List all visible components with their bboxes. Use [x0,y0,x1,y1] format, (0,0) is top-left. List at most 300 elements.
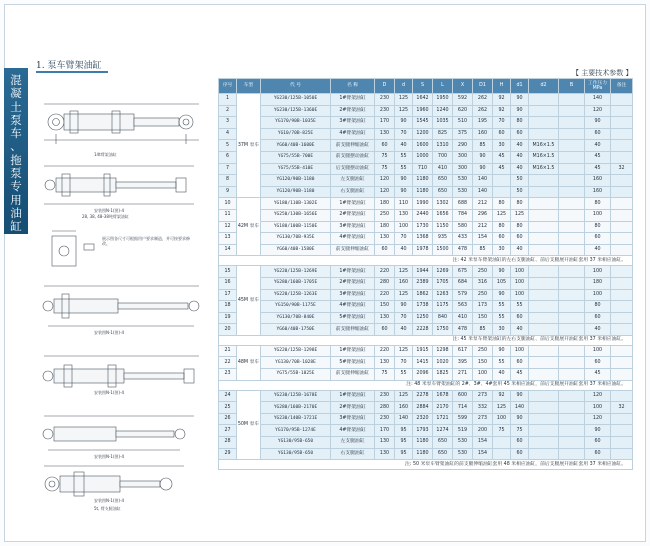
cell-code: YG130/70B-840E [261,312,331,324]
cell-value: 1915 [413,345,433,357]
cell-seq: 5 [219,140,237,152]
column-header: B [559,79,585,94]
cell-code: YG220/125B-1263E [261,289,331,301]
cell-code: YG180/110B-1302E [261,198,331,210]
cell-value: 60 [585,312,611,324]
cell-value: 92 [493,94,511,106]
cell-seq: 23 [219,369,237,381]
cell-value: 40 [585,140,611,152]
cell-value [529,266,559,278]
cell-value: 1750 [433,324,453,336]
cell-value: 75 [375,163,395,175]
cell-value [529,105,559,117]
cell-value: 1793 [413,425,433,437]
table-note-row [219,460,633,470]
cell-value: 40 [585,244,611,256]
cell-value: 784 [453,209,473,221]
cell-value: 60 [585,448,611,460]
table-row [219,163,633,175]
cell-value: 2389 [413,277,433,289]
drawing-caption: 5t, 臂支腿油缸 [94,506,121,511]
drawings-column [34,86,214,516]
cell-value: 1705 [433,277,453,289]
cell-value: 60 [511,128,529,140]
cell-value [611,289,633,301]
column-header: 工作压力 MPa [585,79,611,94]
cell-value: 230 [375,390,395,402]
drawing-caption: 安装图N-1(图)-4 [94,390,125,395]
table-note-row [219,335,633,345]
cell-value: 80 [493,221,511,233]
cell-value: 60 [511,437,529,449]
cell-code: YG75/55B-700E [261,151,331,163]
cell-name: 右支腿油缸 [331,186,375,198]
cell-value: 510 [453,117,473,129]
table-note: 注: 48 米泵车臂架油缸的 2#、3#、4#套用 45 米相应油缸，前后支腿展开油缸套用 37 米相应油缸。 [219,380,633,390]
cell-value [559,324,585,336]
section-title: 1. 泵车臂架油缸 [36,61,102,71]
column-header: 序号 [219,79,237,94]
cell-value: 125 [395,345,413,357]
cell-value: 40 [585,324,611,336]
cell-value: 80 [585,221,611,233]
cell-code: YG130/70B-935E [261,233,331,245]
column-header: d1 [511,79,529,94]
cell-value: 840 [433,312,453,324]
cell-value: 173 [473,301,493,313]
cell-value: 1978 [413,244,433,256]
cell-value: 50 [511,186,529,198]
cell-value: 60 [511,357,529,369]
cell-value [529,437,559,449]
cell-value: 92 [493,390,511,402]
cell-value: 120 [375,175,395,187]
cell-value: 200 [473,425,493,437]
cell-value: 1180 [413,448,433,460]
cell-value: 580 [453,221,473,233]
cylinder-drawing-2 [44,166,194,204]
cell-value: 140 [473,175,493,187]
table-row [219,425,633,437]
cell-value: 1825 [433,369,453,381]
cell-value [559,128,585,140]
cell-value [529,312,559,324]
cell-value: 100 [395,221,413,233]
table-note: 注: 50 米泵车臂架油缸的前支腿伸缩油缸套用 48 米相应油缸，前后支腿展开油缸套用 37 米相应油缸。 [219,460,633,470]
cell-value: 120 [585,413,611,425]
cell-value: 95 [395,448,413,460]
table-row [219,369,633,381]
cell-seq: 6 [219,151,237,163]
cell-name: 3#臂架油缸 [331,413,375,425]
cell-code: YG230/125B-1050E [261,94,331,106]
cell-value: 90 [511,413,529,425]
cell-value: 90 [395,175,413,187]
cell-value: 478 [453,244,473,256]
cell-value: 1500 [433,244,453,256]
cell-value: 60 [493,233,511,245]
drawing-caption: 安装图N-1(图)-4 [94,498,125,503]
cell-value: 75 [375,151,395,163]
column-header: 车型 [237,79,261,94]
cell-value: 160 [473,128,493,140]
cell-seq: 24 [219,390,237,402]
cell-value: 45 [493,163,511,175]
cell-value: 290 [453,140,473,152]
cell-code: YG10/70B-825E [261,128,331,140]
cell-value [559,186,585,198]
drawing-caption: 安装图N-1(图)-4 [94,454,125,459]
cell-value: 60 [585,128,611,140]
table-header-row [219,79,633,94]
cell-value: 1721 [433,413,453,425]
cell-value: 130 [375,312,395,324]
cylinder-drawing-4 [43,286,199,326]
cell-value: 40 [511,324,529,336]
cell-value: 40 [493,369,511,381]
cell-value [611,437,633,449]
cell-value: 90 [585,117,611,129]
cell-value: 150 [375,301,395,313]
cell-value [529,175,559,187]
cell-value: 650 [433,437,453,449]
cell-name: 后支腿摆动油缸 [331,163,375,175]
cell-name: 4#臂架油缸 [331,128,375,140]
cell-name: 2#臂架油缸 [331,277,375,289]
cell-value: 90 [493,289,511,301]
table-row [219,289,633,301]
cell-value: 714 [453,402,473,414]
cell-name: 1#臂架油缸 [331,94,375,106]
cell-value: 1180 [413,186,433,198]
cell-value [559,244,585,256]
cell-value: 100 [585,402,611,414]
cell-value [529,277,559,289]
cell-value: 55 [493,357,511,369]
cell-value: 60 [375,324,395,336]
cell-value [529,425,559,437]
cell-seq: 17 [219,289,237,301]
cell-value: 55 [511,301,529,313]
cell-value [611,244,633,256]
cell-value [611,233,633,245]
cell-value: 100 [511,345,529,357]
cell-value: 45 [585,151,611,163]
cell-value: 2320 [413,413,433,425]
cell-value [611,369,633,381]
cell-code: YG280/160B-2170E [261,402,331,414]
cell-seq: 9 [219,186,237,198]
cell-value: 90 [395,186,413,198]
cell-value [559,198,585,210]
cell-value [611,151,633,163]
cell-value: 125 [395,94,413,106]
cell-value: 100 [511,289,529,301]
cell-value: 40 [511,140,529,152]
cell-value: 1200 [413,128,433,140]
cell-value: 75 [375,369,395,381]
cell-value [559,301,585,313]
cell-model-group: 42M 泵车 [237,198,261,256]
cell-code: YG130/95B-650 [261,437,331,449]
cell-value [529,324,559,336]
cell-value: 40 [511,163,529,175]
cell-value: 154 [473,437,493,449]
cell-value: 30 [493,140,511,152]
cell-value: 710 [413,163,433,175]
column-header: d [395,79,413,94]
cell-value: 2228 [413,324,433,336]
cell-value [559,345,585,357]
cell-code: YG220/125B-1298E [261,345,331,357]
cell-name: 5#臂架油缸 [331,357,375,369]
cell-value: 1678 [433,390,453,402]
cell-value: 80 [493,198,511,210]
cell-value: 45 [585,369,611,381]
cell-value: 1600 [413,140,433,152]
cell-value [529,402,559,414]
cell-value [529,369,559,381]
cell-value [559,209,585,221]
column-header: 名 称 [331,79,375,94]
cell-value: 32 [611,163,633,175]
cell-value: 273 [473,390,493,402]
cell-value: 300 [453,151,473,163]
cell-value [611,105,633,117]
cell-value: 296 [473,209,493,221]
table-row [219,105,633,117]
table-row [219,301,633,313]
cell-value: 1310 [433,140,453,152]
cell-value [559,369,585,381]
table-row [219,277,633,289]
cell-code: YG130/95B-650 [261,448,331,460]
cell-value: 1298 [433,345,453,357]
cell-value [611,209,633,221]
cell-value: 1000 [413,151,433,163]
cell-value: 125 [511,209,529,221]
cell-code: YG120/90B-1180 [261,186,331,198]
cell-value: 90 [511,390,529,402]
cell-value [529,345,559,357]
cell-seq: 25 [219,402,237,414]
cell-value: 1035 [433,117,453,129]
cell-value [611,312,633,324]
cell-value: 154 [473,233,493,245]
cell-value [611,175,633,187]
cell-value: 40 [511,151,529,163]
column-header: L [433,79,453,94]
cell-seq: 29 [219,448,237,460]
cell-value: 45 [585,163,611,175]
cell-value: 60 [585,357,611,369]
cell-value: 180 [375,198,395,210]
table-row [219,357,633,369]
column-header: X [453,79,473,94]
cell-value [559,94,585,106]
cell-value: 316 [473,277,493,289]
cell-seq: 16 [219,277,237,289]
cell-value: 579 [453,289,473,301]
column-header: H [493,79,511,94]
cell-name: 1#臂架油缸 [331,345,375,357]
cell-value [559,413,585,425]
drawing-caption: 14t臂架油缸 [94,152,117,157]
cell-value: 60 [585,233,611,245]
cell-value [529,448,559,460]
cell-value: 70 [395,312,413,324]
cell-name: 右支腿油缸 [331,448,375,460]
title-underline [36,71,108,73]
cell-value: 1730 [413,221,433,233]
cell-value: 125 [493,209,511,221]
cell-value: 675 [453,266,473,278]
cell-value: 410 [453,312,473,324]
cell-seq: 1 [219,94,237,106]
cell-code: YG60/40B-1750E [261,324,331,336]
cell-value: M16×1.5 [529,151,559,163]
cell-seq: 2 [219,105,237,117]
cell-value: 1545 [413,117,433,129]
cell-value: 130 [375,448,395,460]
cell-value: 650 [433,175,453,187]
cell-value: 250 [375,209,395,221]
cell-code: YG75/55B-1825E [261,369,331,381]
table-row [219,390,633,402]
table-row [219,437,633,449]
cell-name: 前支腿摆动油缸 [331,151,375,163]
cell-value: 433 [453,233,473,245]
cell-value: 1240 [433,105,453,117]
cell-value [611,266,633,278]
cell-value [611,390,633,402]
cell-value: 530 [453,448,473,460]
cell-value: 650 [433,186,453,198]
cell-value [559,151,585,163]
cell-value: 1175 [433,301,453,313]
cell-value: 120 [585,105,611,117]
cell-value: 1944 [413,266,433,278]
cell-value [529,117,559,129]
table-row [219,151,633,163]
cell-name: 4#臂架油缸 [331,425,375,437]
cell-value [559,402,585,414]
cell-value: 85 [473,244,493,256]
cell-value: 55 [493,301,511,313]
cell-code: YG60/40B-1580E [261,244,331,256]
cell-model-group: 45M 泵车 [237,266,261,336]
table-row [219,140,633,152]
cell-value: 80 [585,198,611,210]
cell-value: 32 [611,402,633,414]
cylinder-drawing-1 [44,104,199,144]
cell-seq: 3 [219,117,237,129]
cell-value [611,345,633,357]
cell-code: YG75/55B-410E [261,163,331,175]
cell-value: 220 [375,266,395,278]
cell-code: YG280/160B-1705E [261,277,331,289]
cell-value: 530 [453,437,473,449]
cell-seq: 21 [219,345,237,357]
cylinder-drawings [34,86,214,516]
table-body [219,94,633,470]
cell-value [611,413,633,425]
cell-value: 125 [395,289,413,301]
cell-value: 1862 [413,289,433,301]
cell-code: YG230/125B-1678E [261,390,331,402]
cell-seq: 14 [219,244,237,256]
cell-value: 620 [453,105,473,117]
cell-seq: 28 [219,437,237,449]
cell-name: 2#臂架油缸 [331,402,375,414]
column-header: d2 [529,79,559,94]
cell-value: 2278 [413,390,433,402]
cylinder-drawing-7 [44,466,184,496]
table-row [219,244,633,256]
cell-code: YG220/125B-1269E [261,266,331,278]
cell-value: 60 [511,312,529,324]
cell-value: 90 [585,425,611,437]
cell-code: YG230/125B-1360E [261,105,331,117]
cell-name: 前支腿伸缩油缸 [331,244,375,256]
cell-value [529,244,559,256]
cell-value: 100 [511,266,529,278]
column-header: 代 号 [261,79,331,94]
cell-value [559,390,585,402]
cell-value: 688 [453,198,473,210]
cell-value [611,128,633,140]
cell-value: 530 [453,186,473,198]
table-row [219,402,633,414]
table-row [219,128,633,140]
cell-code: YG180/100B-1150E [261,221,331,233]
cell-value: 50 [511,175,529,187]
cell-value: 650 [433,448,453,460]
cell-value: 125 [493,402,511,414]
cell-value: 599 [453,413,473,425]
cell-value: 95 [395,437,413,449]
drawing-caption: 安装图N-1(图)-4 [94,330,125,335]
cell-value [529,390,559,402]
cell-value: 563 [453,301,473,313]
cell-value: 700 [433,151,453,163]
cell-value: 1250 [413,312,433,324]
cell-name: 前支腿伸缩油缸 [331,140,375,152]
cell-value: 40 [511,244,529,256]
cell-value: 1415 [413,357,433,369]
cell-value: 60 [511,448,529,460]
cell-value: 60 [585,437,611,449]
cell-value: 130 [375,233,395,245]
cell-value: 70 [395,233,413,245]
cell-name: 3#臂架油缸 [331,221,375,233]
cell-name: 4#臂架油缸 [331,233,375,245]
cell-value: 220 [375,289,395,301]
cell-value: 55 [493,312,511,324]
cell-value [559,233,585,245]
cylinder-drawing-3 [52,231,94,266]
cell-code: YG150/90B-1175E [261,301,331,313]
cell-value: 80 [511,117,529,129]
cell-value: 60 [493,128,511,140]
cell-value: 100 [585,289,611,301]
table-row [219,448,633,460]
cell-seq: 20 [219,324,237,336]
cell-value: 60 [375,244,395,256]
table-row [219,312,633,324]
cell-name: 3#臂架油缸 [331,289,375,301]
cell-value [559,105,585,117]
